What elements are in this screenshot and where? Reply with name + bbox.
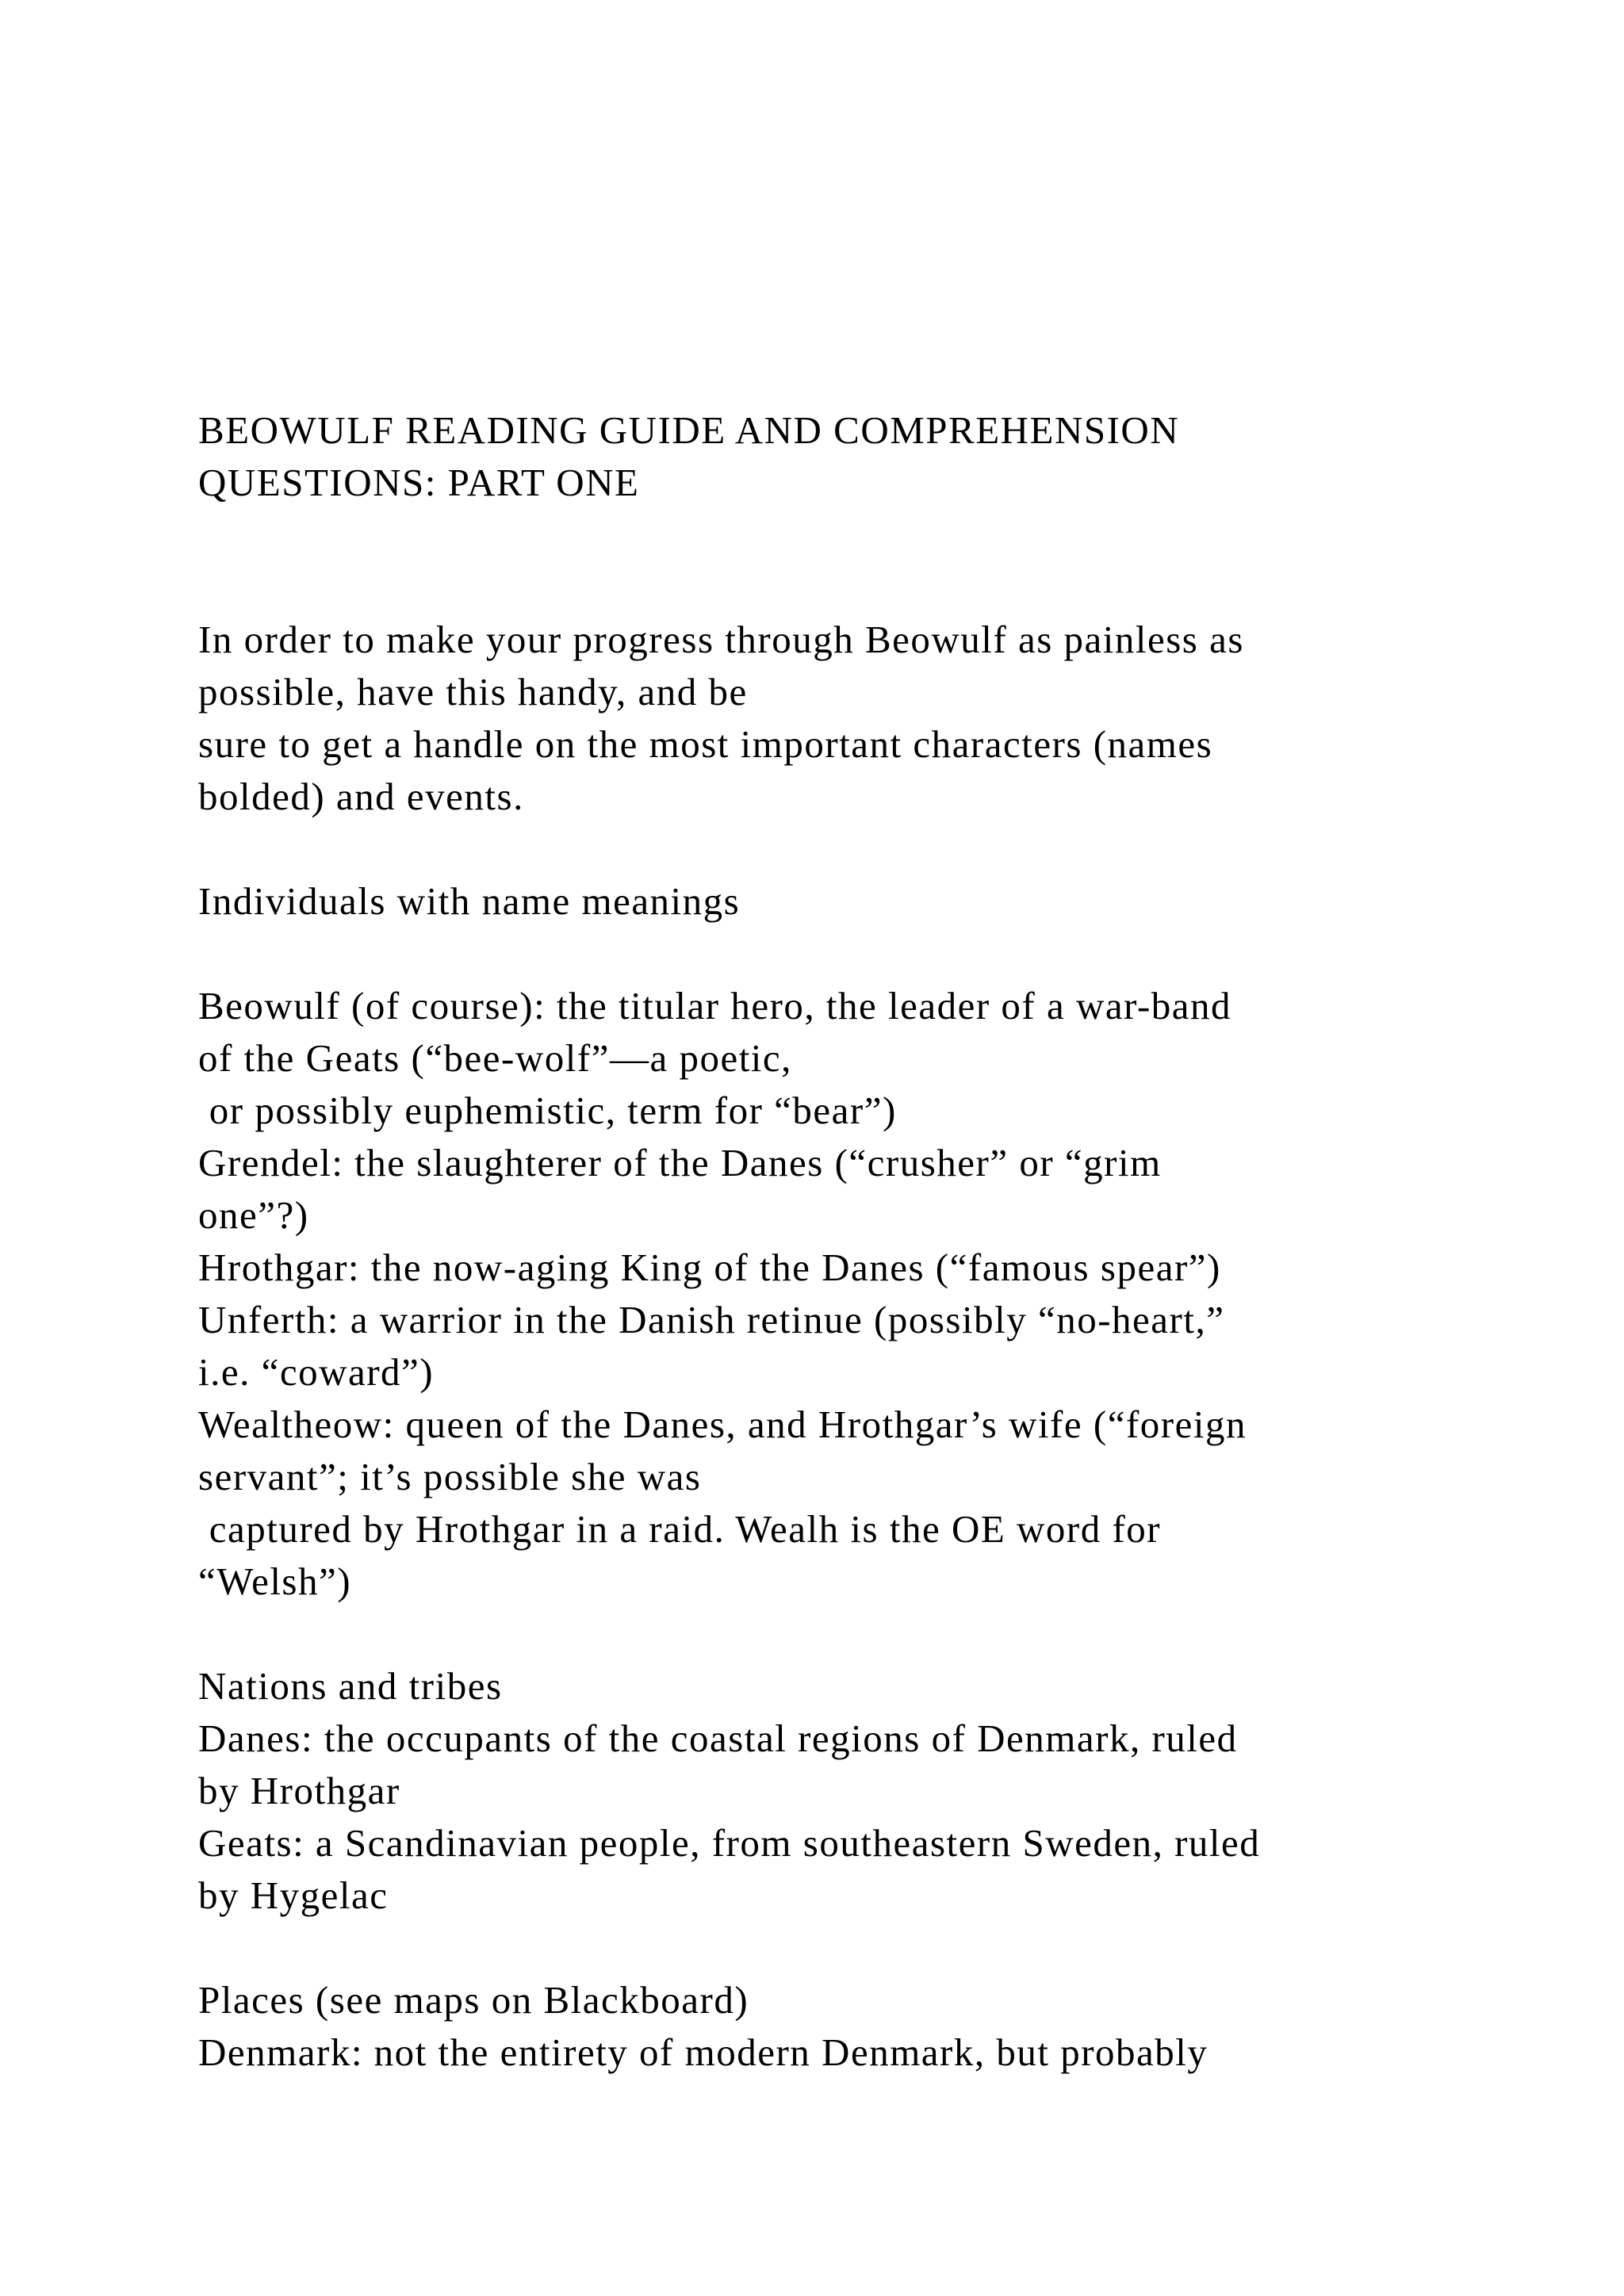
nations-line: Danes: the occupants of the coastal regions of Denmark, ruled (198, 1716, 1238, 1760)
spacer (198, 823, 1507, 875)
intro-line-1: In order to make your progress through Beowulf as painless as (198, 618, 1244, 661)
nations-heading: Nations and tribes (198, 1664, 503, 1708)
document-body (198, 404, 1507, 2079)
individuals-line: servant”; it’s possible she was (198, 1455, 702, 1498)
individuals-line: one”?) (198, 1193, 309, 1237)
individuals-heading: Individuals with name meanings (198, 879, 741, 923)
individuals-line: Grendel: the slaughterer of the Danes (“crusher” or “grim (198, 1141, 1162, 1184)
spacer (198, 509, 1507, 561)
intro-line-3: sure to get a handle on the most important characters (names (198, 722, 1213, 766)
nations-line: Geats: a Scandinavian people, from southeastern Sweden, ruled (198, 1821, 1261, 1865)
title-line-1: BEOWULF READING GUIDE AND COMPREHENSION (198, 408, 1180, 452)
places-heading: Places (see maps on Blackboard) (198, 1978, 749, 2022)
nations-line: by Hygelac (198, 1873, 389, 1917)
spacer (198, 928, 1507, 980)
spacer (198, 561, 1507, 614)
individuals-line: i.e. “coward”) (198, 1350, 435, 1394)
individuals-line: captured by Hrothgar in a raid. Wealh is the OE word for (198, 1507, 1162, 1551)
individuals-line: Hrothgar: the now-aging King of the Danes (“famous spear”) (198, 1246, 1221, 1289)
spacer (198, 1608, 1507, 1660)
intro-line-4: bolded) and events. (198, 775, 524, 818)
title-line-2: QUESTIONS: PART ONE (198, 461, 640, 504)
individuals-line: Wealtheow: queen of the Danes, and Hrothgar’s wife (“foreign (198, 1402, 1247, 1446)
intro-line-2: possible, have this handy, and be (198, 670, 748, 714)
places-line: Denmark: not the entirety of modern Denmark, but probably (198, 2030, 1208, 2074)
individuals-line: Beowulf (of course): the titular hero, the leader of a war-band (198, 984, 1232, 1027)
individuals-line: of the Geats (“bee-wolf”—a poetic, (198, 1036, 792, 1080)
individuals-line: “Welsh”) (198, 1559, 352, 1603)
nations-line: by Hrothgar (198, 1769, 400, 1812)
individuals-line: Unferth: a warrior in the Danish retinue (possibly “no-heart,” (198, 1298, 1225, 1341)
spacer (198, 1922, 1507, 1974)
individuals-line: or possibly euphemistic, term for “bear”) (198, 1089, 897, 1132)
